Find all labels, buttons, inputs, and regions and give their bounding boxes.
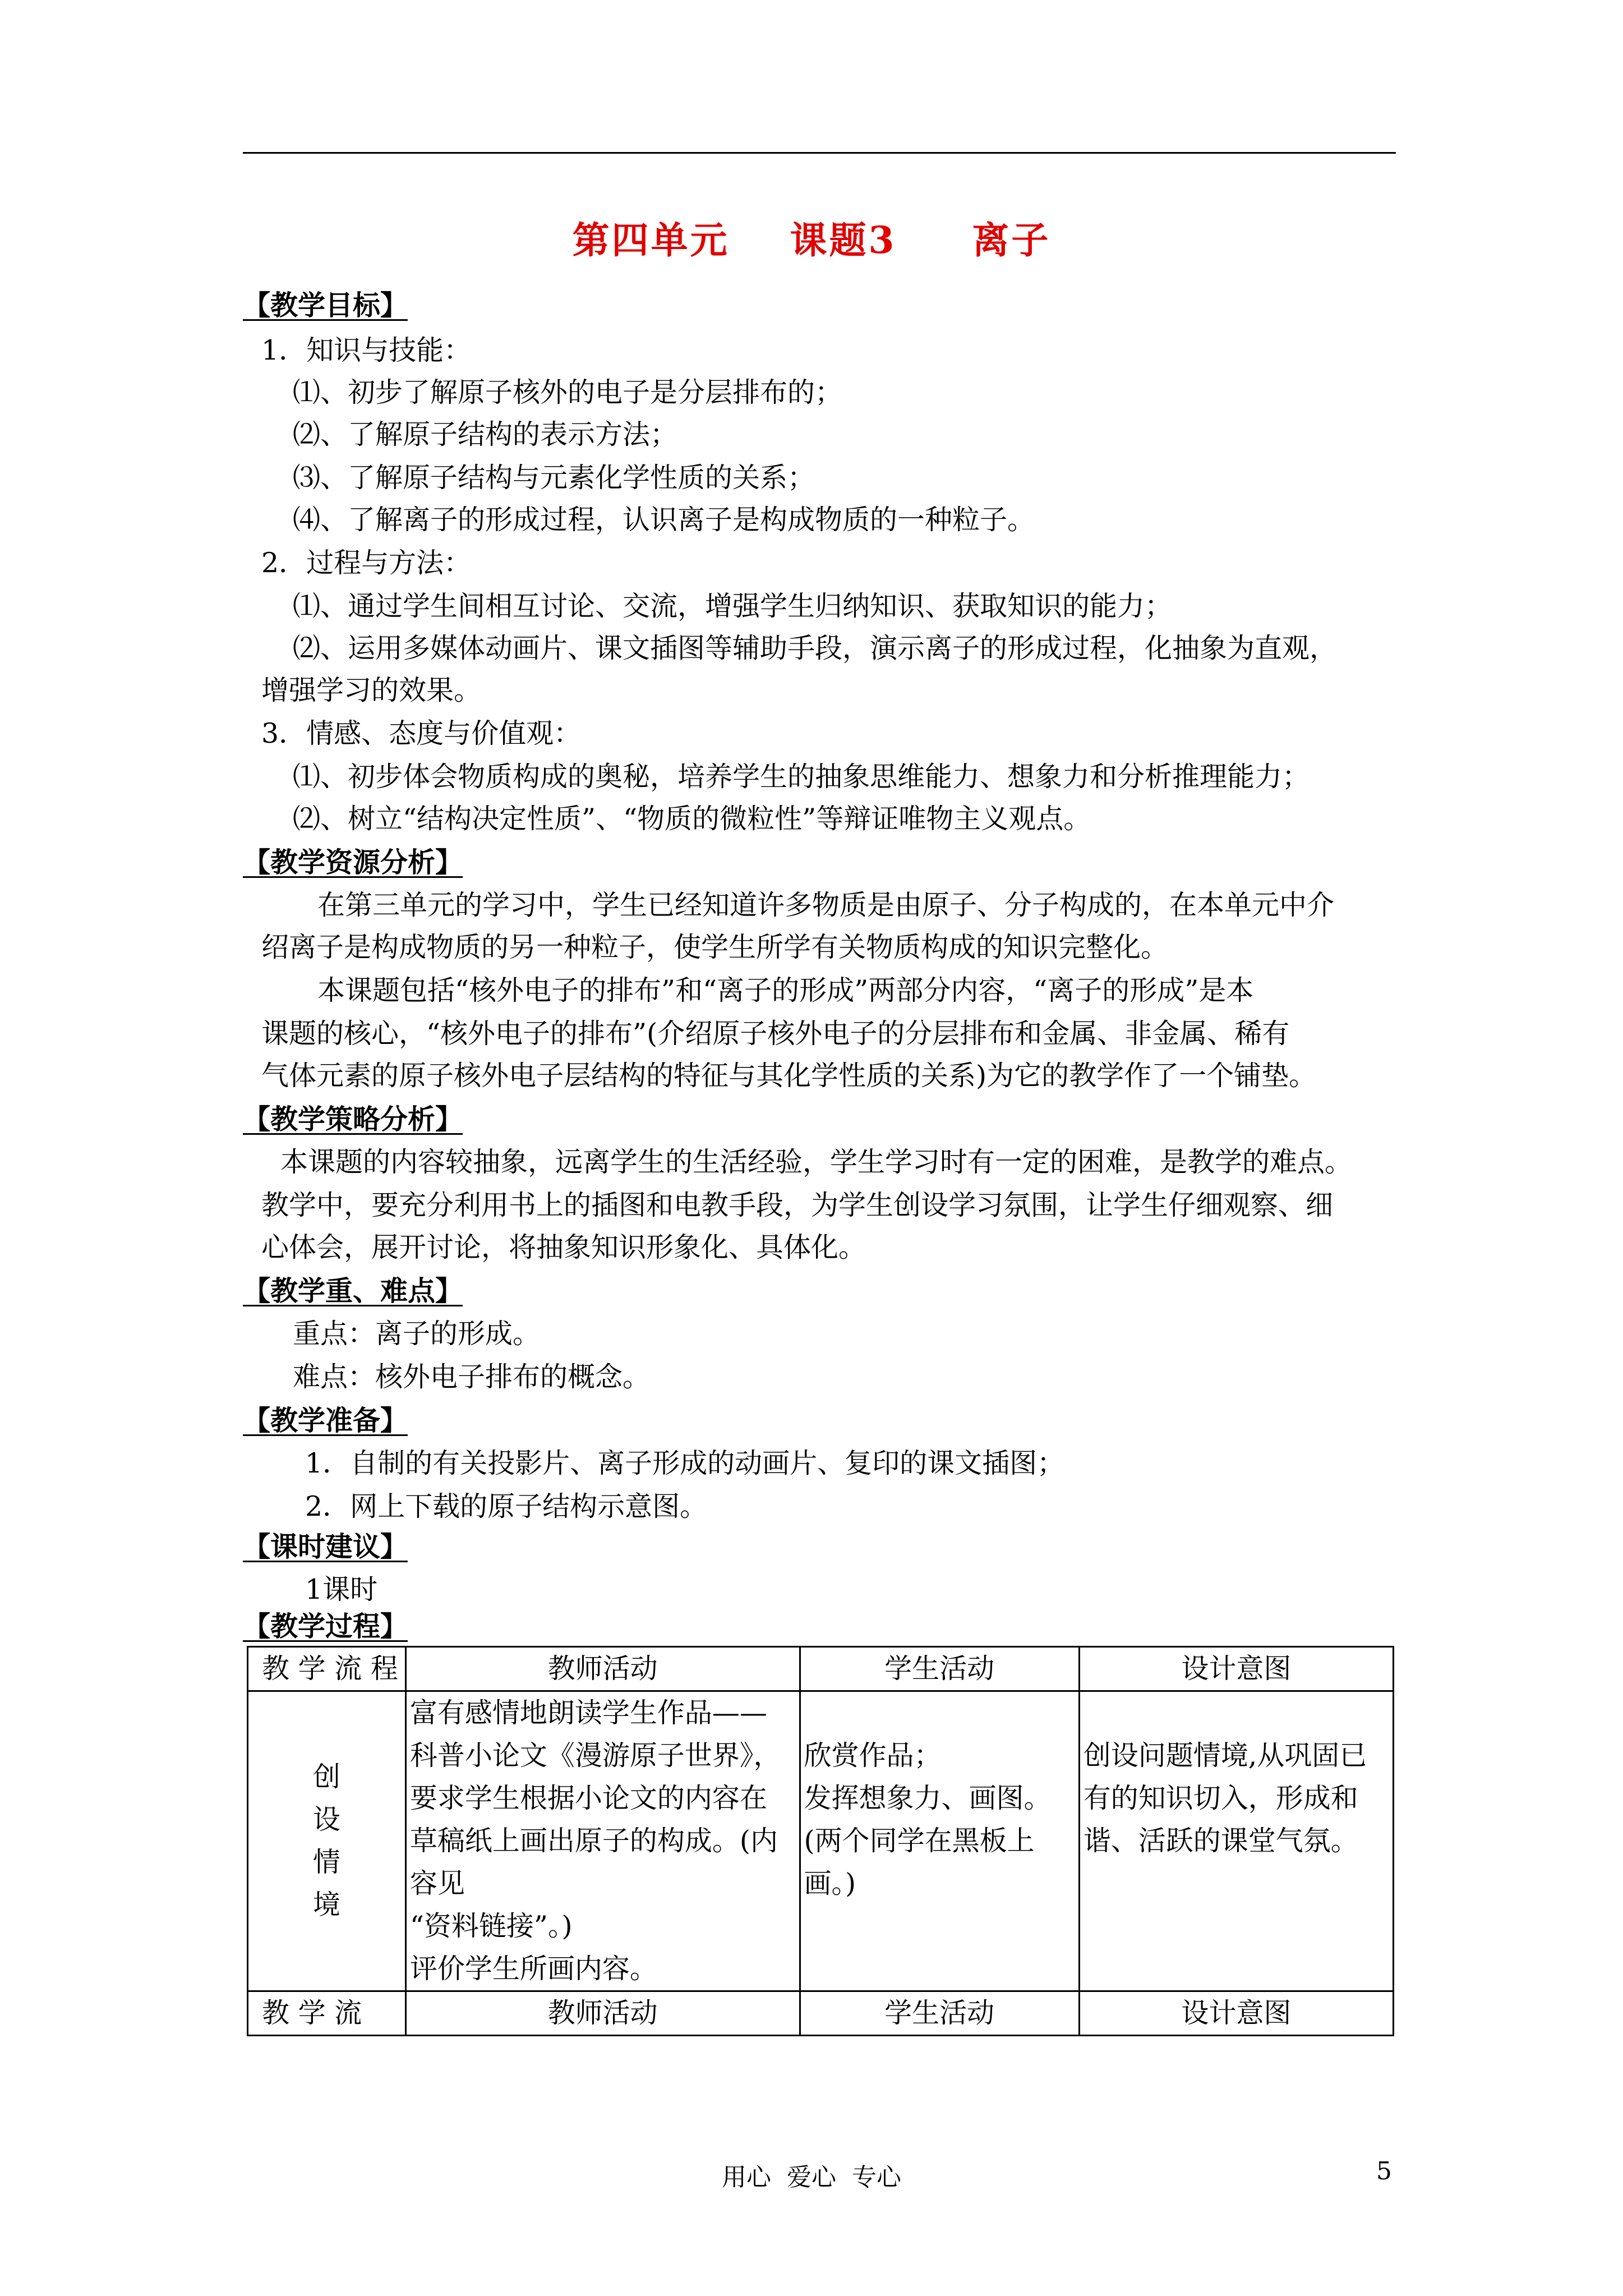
teacher-line: 富有感情地朗读学生作品—— <box>409 1697 767 1729</box>
resources-line: 本课题包括“核外电子的排布”和“离子的形成”两部分内容，“离子的形成”是本 <box>317 974 1254 1006</box>
teacher-line: 容见 <box>409 1867 465 1899</box>
preparation-line: 1．自制的有关投影片、离子形成的动画片、复印的课文插图； <box>305 1447 1065 1479</box>
page-number: 5 <box>1376 2157 1392 2185</box>
teacher-line: 要求学生根据小论文的内容在 <box>409 1782 767 1814</box>
header-cell-student: 学生活动 <box>800 1647 1079 1691</box>
strategy-heading: 【教学策略分析】 <box>243 1103 463 1135</box>
page-title: 第四单元 课题3 离子 <box>572 218 1051 262</box>
header-cell-teacher: 教师活动 <box>405 1991 800 2036</box>
table-row <box>248 1691 1394 1991</box>
teacher-line: 科普小论文《漫游原子世界》， <box>409 1740 781 1772</box>
teacher-line: 草稿纸上画出原子的构成。(内 <box>409 1825 778 1857</box>
header-rule <box>243 152 1396 154</box>
objectives-line: 3．情感、态度与价值观： <box>261 717 582 749</box>
objectives-heading: 【教学目标】 <box>243 289 408 321</box>
preparation-line: 2．网上下载的原子结构示意图。 <box>305 1490 708 1522</box>
process-heading: 【教学过程】 <box>243 1610 408 1642</box>
student-line: 欣赏作品； <box>804 1740 942 1772</box>
header-cell-stage: 教 学 流 程 <box>248 1647 406 1691</box>
teacher-cell <box>405 1691 800 1991</box>
strategy-line: 教学中，要充分利用书上的插图和电教手段，为学生创设学习氛围，让学生仔细观察、细 <box>261 1189 1334 1221</box>
objectives-line: ⑴、初步了解原子核外的电子是分层排布的； <box>293 376 843 408</box>
header-cell-teacher: 教师活动 <box>405 1647 800 1691</box>
resources-line: 在第三单元的学习中，学生已经知道许多物质是由原子、分子构成的，在本单元中介 <box>317 889 1335 921</box>
student-cell <box>800 1691 1079 1991</box>
objectives-line: 增强学习的效果。 <box>261 674 482 706</box>
resources-heading: 【教学资源分析】 <box>243 846 463 878</box>
objectives-line: ⑵、树立“结构决定性质”、“物质的微粒性”等辩证唯物主义观点。 <box>293 803 1091 835</box>
stage-char: 设 <box>312 1803 340 1835</box>
page-footer: 用心 爱心 专心 <box>722 2163 901 2192</box>
objectives-line: ⑶、了解原子结构与元素化学性质的关系； <box>293 462 815 494</box>
teacher-line: 评价学生所画内容。 <box>409 1953 657 1985</box>
intent-line: 创设问题情境,从巩固已 <box>1083 1740 1367 1772</box>
intent-line: 有的知识切入，形成和 <box>1083 1782 1358 1814</box>
keypoints-heading: 【教学重、难点】 <box>243 1274 463 1307</box>
objectives-line: 1．知识与技能： <box>261 334 472 366</box>
stage-char: 情 <box>312 1846 340 1878</box>
objectives-line: ⑷、了解离子的形成过程，认识离子是构成物质的一种粒子。 <box>293 504 1035 536</box>
hours-heading: 【课时建议】 <box>243 1530 408 1563</box>
header-cell-intent: 设计意图 <box>1079 1991 1393 2036</box>
keypoints-line: 重点：离子的形成。 <box>293 1318 541 1350</box>
student-line: 发挥想象力、画图。 <box>804 1782 1052 1814</box>
stage-char: 境 <box>312 1889 340 1921</box>
student-line: 画。) <box>804 1867 856 1899</box>
process-table <box>247 1646 1394 2036</box>
hours-text: 1课时 <box>305 1573 378 1605</box>
teacher-line: “资料链接”。) <box>409 1910 573 1942</box>
table-repeat-header-row <box>248 1991 1394 2036</box>
table-header-row <box>248 1647 1394 1691</box>
stage-cell <box>248 1691 406 1991</box>
objectives-line: ⑴、通过学生间相互讨论、交流，增强学生归纳知识、获取知识的能力； <box>293 590 1173 622</box>
header-cell-stage: 教 学 流 <box>248 1991 406 2036</box>
resources-line: 绍离子是构成物质的另一种粒子，使学生所学有关物质构成的知识完整化。 <box>261 931 1169 963</box>
keypoints-line: 难点：核外电子排布的概念。 <box>293 1361 651 1393</box>
objectives-line: 2．过程与方法： <box>261 547 472 579</box>
stage-char: 创 <box>312 1761 340 1793</box>
strategy-line: 心体会，展开讨论，将抽象知识形象化、具体化。 <box>261 1231 866 1263</box>
resources-line: 课题的核心，“核外电子的排布”(介绍原子核外电子的分层排布和金属、非金属、稀有 <box>261 1018 1290 1050</box>
strategy-line: 本课题的内容较抽象，远离学生的生活经验，学生学习时有一定的困难，是教学的难点。 <box>280 1146 1353 1178</box>
header-cell-student: 学生活动 <box>800 1991 1079 2036</box>
objectives-line: ⑵、运用多媒体动画片、课文插图等辅助手段，演示离子的形成过程，化抽象为直观， <box>293 632 1338 664</box>
objectives-line: ⑴、初步体会物质构成的奥秘，培养学生的抽象思维能力、想象力和分析推理能力； <box>293 761 1310 793</box>
objectives-line: ⑵、了解原子结构的表示方法； <box>293 418 678 450</box>
header-cell-intent: 设计意图 <box>1079 1647 1393 1691</box>
student-line: (两个同学在黑板上 <box>804 1825 1035 1857</box>
preparation-heading: 【教学准备】 <box>243 1404 408 1437</box>
intent-cell <box>1079 1691 1393 1991</box>
intent-line: 谐、活跃的课堂气氛。 <box>1083 1825 1358 1857</box>
resources-line: 气体元素的原子核外电子层结构的特征与其化学性质的关系)为它的教学作了一个铺垫。 <box>261 1060 1317 1092</box>
